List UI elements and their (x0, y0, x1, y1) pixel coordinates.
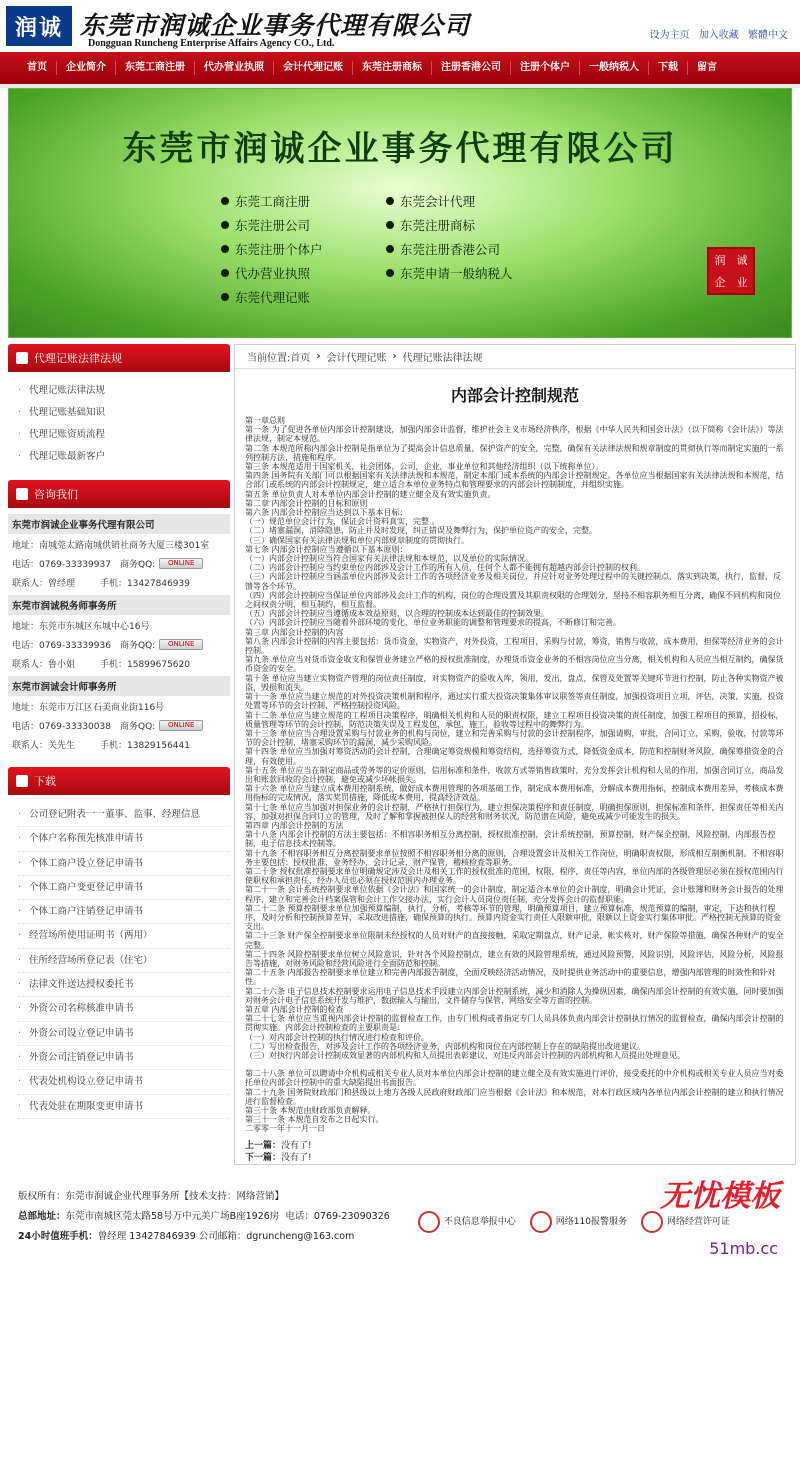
police-icon (530, 1211, 552, 1233)
article-paragraph: 第四章 内部会计控制的方法 (245, 820, 344, 830)
breadcrumb-bookkeeping[interactable]: 会计代理记账 (326, 353, 387, 364)
org-address: 地址：东莞市东城区东城中心16号 (12, 622, 150, 632)
org-phone-row: 电话：0769-33339937 商务QQ: ONLINE (8, 553, 230, 572)
article-paragraph: 第六条 内部会计控制应当达到以下基本目标： (245, 508, 408, 518)
banner-service-list (221, 191, 581, 306)
org-address: 地址：东莞市万江区石美商业街116号 (12, 703, 165, 713)
download-item[interactable]: · 公司登记附表一一董事、监事、经理信息 (18, 803, 230, 827)
download-item[interactable]: · 个体户名称预先核准申请书 (18, 827, 230, 851)
bullet-icon (386, 221, 394, 229)
license-icon (641, 1211, 663, 1233)
article-paragraph: 第二十六条 电子信息技术控制要求运用电子信息技术手段建立内部会计控制系统，减少和消除人为操纵因素，确保内部会计控制的有效实施，同时要加强对财务会计电子信息系统开发与维护，数据输入与输出，文件储存与保管，网络安全等方面的控制。 (245, 986, 784, 1005)
article-paragraph: 第二十一条 会计系统控制要求单位依据《会计法》和国家统一的会计制度，制定适合本单位的会计制度，明确会计凭证，会计账簿和财务会计报告的处理程序，建立和完善会计档案保管和会计工作交接办法，实行会计人员岗位责任制，充分发挥会计的监督职能。 (245, 885, 784, 904)
article-paragraph: 第五条 单位负责人对本单位内部会计控制的建立健全及有效实施负责。 (245, 489, 496, 499)
site-footer (0, 1178, 800, 1287)
qq-online-button[interactable]: ONLINE (159, 639, 203, 650)
org-phone-row: 电话：0769-33339936 商务QQ: ONLINE (8, 634, 230, 653)
article-paragraph: 第九条 单位应当对货币资金收支和保管业务建立严格的授权批准制度，办理货币资金业务的不相容岗位应当分离，相关机构和人员应当相互制约，确保货币资金的安全。 (245, 655, 784, 674)
add-favorite-link[interactable]: 加入收藏 (698, 30, 739, 41)
bullet-icon (221, 245, 229, 253)
download-item[interactable]: · 经营场所使用证明书（两用） (18, 924, 230, 948)
article-paragraph: （一）内部会计控制应当符合国家有关法律法规和本规范，以及单位的实际情况。 (245, 554, 533, 564)
watermark-url: 51mb.cc (709, 1238, 778, 1258)
article-paragraph: （一）规范单位会计行为，保证会计资料真实，完整 。 (245, 517, 440, 527)
org-name: 东莞市润诚会计师事务所 (8, 676, 230, 696)
article-paragraph: （二）堵塞漏洞，消除隐患，防止并及时发现，纠正错误及舞弊行为，保护单位资产的安全，完整。 (245, 526, 597, 536)
article-paragraph: 第二十二条 预算控制要求单位加强预算编制，执行，分析，考核等环节的管理，明确预算项目，建立预算标准，规范预算的编制，审定，下达和执行程序，及时分析和控制预算差异，采取改进措施，确保预算的执行。预算内资金实行责任人限额审批，限额以上资金实行集体审批。严格控制无预算的资金支出。 (245, 903, 781, 932)
breadcrumb-home[interactable]: 首页 (290, 353, 311, 364)
article-nav (235, 1134, 795, 1164)
article-panel (234, 344, 796, 1165)
article-paragraph: （三）确保国家有关法律法规和单位内部规章制度的贯彻执行。 (245, 535, 469, 545)
article-paragraph: 第十七条 单位应当加强对担保业务的会计控制，严格执行担保行为，建立担保决策程序和责任制度，明确担保原则，担保标准和条件，担保责任等相关内容，加强对担保合同订立的管理，及时了解和掌握被担保人的经营和财务状况，防范潜在风险，避免或减少可能发生的损失。 (245, 802, 784, 821)
report-icon (418, 1211, 440, 1233)
article-paragraph: 第八条 内部会计控制的内容主要包括：货币资金，实物资产，对外投资，工程项目，采购与付款，筹资，销售与收款，成本费用，担保等经济业务的会计控制。 (245, 636, 784, 656)
article-paragraph: 第三章 内部会计控制的内容 (245, 627, 344, 637)
article-paragraph: 第三十条 本规范由财政部负责解释。 (245, 1106, 376, 1116)
bullet-icon (221, 221, 229, 229)
footer-address: 总部地址：东莞市南城区莞太路58号万中元美广场B座1926房 电话：0769-23090326 (18, 1210, 390, 1222)
article-paragraph: 第三十一条 本规范自发布之日起实行。 (245, 1115, 384, 1125)
nav-business-license[interactable]: 代办营业执照 (195, 61, 274, 75)
set-homepage-link[interactable]: 设为主页 (649, 30, 690, 41)
banner-service-item: 东莞注册商标 (386, 215, 551, 234)
paragraph-gap (245, 1060, 785, 1069)
category-box-header: 代理记账法律法规 (8, 344, 230, 372)
report-center-badge[interactable]: 不良信息举报中心 (418, 1211, 516, 1233)
sidebar-item-process[interactable]: · 代理记账资质流程 (18, 424, 230, 446)
download-icon (16, 775, 28, 787)
nav-message[interactable]: 留言 (697, 62, 717, 73)
article-body (235, 416, 795, 1134)
logo-chinese-name: 东莞市润诚企业事务代理有限公司 (80, 11, 471, 40)
sidebar-item-laws[interactable]: · 代理记账法律法规 (18, 380, 230, 402)
article-paragraph: （二）写出检查报告，对涉及会计工作的各项经济业务，内部机构和岗位在内部控制上存在的缺陷提出改进建议。 (245, 1041, 645, 1051)
download-item[interactable]: · 代表处驻在期限变更申请书 (18, 1095, 230, 1119)
bullet-icon (386, 245, 394, 253)
article-paragraph: 第十九条 不相容职务相互分离控制要求单位按照不相容职务相分离的原则，合理设置会计及相关工作岗位，明确职责权限，形成相互制衡机制。不相容职务主要包括：授权批准，业务经办，会计记录，财产保管，稽核检查等职务。 (245, 848, 784, 867)
download-item[interactable]: · 住所经营场所登记表（住宅） (18, 949, 230, 973)
article-paragraph: 第二十八条 单位可以聘请中介机构或相关专业人员对本单位内部会计控制的建立健全及有效实施进行评价，接受委托的中介机构或相关专业人员应当对委托单位内部会计控制中的重大缺陷提出书面报告。 (245, 1069, 784, 1088)
sidebar (8, 344, 230, 1165)
article-paragraph: 第二十四条 风险控制要求单位树立风险意识，针对各个风险控制点，建立有效的风险管理系统，通过风险预警，风险识别，风险评估，风险分析，风险报告等措施，对财务风险和经营风险进行全面防范和控制。 (245, 949, 784, 968)
nav-business-registration[interactable]: 东莞工商注册 (116, 61, 195, 75)
banner-service-item: 代办营业执照 (221, 263, 386, 282)
hero-banner (8, 88, 792, 338)
article-paragraph: 第二章 内部会计控制的目标和原则 (245, 498, 368, 508)
bullet-icon (386, 197, 394, 205)
org-contact-row: 联系人：鲁小姐 手机：15899675620 (12, 660, 190, 670)
footer-copyright: 版权所有：东莞市润诚企业代理事务所【技术支持：网络营销】 (18, 1190, 285, 1202)
site-header (0, 0, 800, 52)
article-paragraph: 第二条 本规范所称内部会计控制是指单位为了提高会计信息质量，保护资产的安全，完整，确保有关法律法规和规章制度的贯彻执行等而制定实施的一系列控制方法，措施和程序。 (245, 443, 784, 462)
watermark-logo: 无忧模板 (660, 1178, 780, 1214)
banner-service-item: 东莞工商注册 (221, 191, 386, 210)
logo-mark[interactable]: 润诚 (6, 6, 72, 46)
bullet-icon (221, 269, 229, 277)
footer-hotline: 24小时值班手机：曾经理 13427846939 公司邮箱：dgruncheng@163.com (18, 1230, 355, 1242)
org-phone-row: 电话：0769-33330038 商务QQ: ONLINE (8, 715, 230, 734)
article-paragraph: 第十三条 单位应当合理设置采购与付款业务的机构与岗位，建立和完善采购与付款的会计控制程序，加强请购，审批，合同订立，采购，验收，付款等环节的会计控制，堵塞采购环节的漏洞，减少采购风险。 (245, 728, 784, 748)
article-paragraph: （三）对执行内部会计控制成效显著的内部机构和人员提出表彰建议，对违反内部会计控制的内部机构和人员提出处理意见。 (245, 1051, 685, 1061)
logo-english-name: Dongguan Runcheng Enterprise Affairs Agency CO., Ltd. (88, 38, 335, 49)
org-address: 地址：南城莞太路南城供销社商务大厦三楼301室 (12, 541, 210, 551)
org-name: 东莞市润诚企业事务代理有限公司 (8, 514, 230, 534)
article-paragraph: （五）内部会计控制应当遵循成本效益原则，以合理的控制成本达到最佳的控制效果。 (245, 609, 549, 619)
next-article[interactable]: 下一篇：没有了! (245, 1152, 312, 1163)
banner-service-item: 东莞代理记账 (221, 287, 386, 306)
banner-service-item: 东莞会计代理 (386, 191, 551, 210)
banner-service-item: 东莞申请一般纳税人 (386, 263, 551, 282)
download-item[interactable]: · 法律文件送达授权委托书 (18, 973, 230, 997)
article-paragraph: 第二十条 授权批准控制要求单位明确规定涉及会计及相关工作的授权批准的范围，权限，程序，责任等内容，单位内部的各级管理层必须在授权范围内行使职权和承担责任，经办人员也必须在授权范围内办理业务。 (245, 866, 784, 886)
article-paragraph: 第二十五条 内部报告控制要求单位建立和完善内部报告制度，全面反映经济活动情况，及时提供业务活动中的重要信息，增强内部管理的时效性和针对性。 (245, 968, 776, 987)
download-list (8, 795, 230, 1125)
download-item[interactable]: · 外资公司注销登记申请书 (18, 1046, 230, 1070)
business-license-badge[interactable]: 网络经营许可证 (641, 1211, 730, 1233)
bullet-icon (221, 293, 229, 301)
sidebar-item-clients[interactable]: · 代理记账最新客户 (18, 446, 230, 468)
article-title: 内部会计控制规范 (450, 386, 579, 405)
download-item[interactable]: · 外资公司名称核准申请书 (18, 997, 230, 1021)
article-paragraph: 第十六条 单位应当建立成本费用控制系统，做好成本费用管理的各项基础工作，制定成本费用标准，分解成本费用指标，控制成本费用差异，考核成本费用指标的完成情况，落实奖罚措施，降低成本费用，提高经济效益。 (245, 784, 784, 803)
article-paragraph: 第二十三条 财产保全控制要求单位限制未经授权的人员对财产的直接接触，采取定期盘点，财产记录，帐实核对，财产保险等措施，确保各种财产的安全完整。 (245, 931, 784, 950)
nav-home[interactable]: 首页 (18, 61, 57, 75)
banner-service-item: 东莞注册个体户 (221, 239, 386, 258)
breadcrumb: 当前位置: 首页 › 会计代理记账 › 代理记账法律法规 (235, 345, 795, 369)
download-item[interactable]: · 代表处机构设立登记申请书 (18, 1070, 230, 1094)
category-list (8, 372, 230, 474)
main-nav (0, 52, 800, 88)
org-contact-row: 联系人：关先生 手机：13829156441 (12, 741, 190, 751)
article-paragraph: 第十五条 单位应当在制定商品或劳务等的定价原则，信用标准和条件，收款方式等销售政策时，充分发挥会计机构和人员的作用，加强合同订立，商品发出和账款回收的会计控制，避免或减少坏帐损失。 (245, 765, 784, 784)
banner-service-item: 东莞注册香港公司 (386, 239, 551, 258)
download-box-header: 下载 (8, 767, 230, 795)
breadcrumb-laws[interactable]: 代理记账法律法规 (402, 353, 483, 364)
article-paragraph: 第三条 本规范适用于国家机关，社会团体，公司，企业，事业单位和其他经济组织（以下统称单位）。 (245, 462, 604, 472)
article-paragraph: 第十二条 单位应当建立规范的工程项目决策程序，明确相关机构和人员的职责权限，建立工程项目投资决策的责任制度，加强工程项目的预算，招投标，质量管理等环节的会计控制，防范决策失误及工程发包，承包，施工，验收等过程中的舞弊行为。 (245, 710, 784, 729)
article-paragraph: 第二十九条 国务院财政部门和县级以上地方各级人民政府财政部门应当根据《会计法》和本规范，对本行政区域内各单位内部会计控制的建立和执行情况进行监督检查。 (245, 1087, 784, 1106)
article-paragraph: 第十条 单位应当建立实物资产管理的岗位责任制度，对实物资产的验收入库，领用，发出，盘点，保管及处置等关键环节进行控制，防止各种实物资产被盗，毁损和流失。 (245, 673, 784, 692)
article-paragraph: （一）对内部会计控制的执行情况进行检查和评价。 (245, 1032, 429, 1042)
download-item[interactable]: · 个体工商户设立登记申请书 (18, 852, 230, 876)
top-links (644, 26, 788, 41)
article-paragraph: 第一章总则 (245, 416, 285, 425)
seal-stamp-icon: 润 诚 企 业 (707, 247, 755, 295)
contact-box-header: 咨询我们 (8, 480, 230, 508)
contact-list (8, 508, 230, 755)
folder-icon (16, 352, 28, 364)
sidebar-item-basics[interactable]: · 代理记账基础知识 (18, 402, 230, 424)
traditional-chinese-link[interactable]: 繁體中文 (748, 30, 788, 41)
bullet-icon (386, 269, 394, 277)
article-paragraph: （三）内部会计控制应当涵盖单位内部涉及会计工作的各项经济业务及相关岗位，并应针对业务处理过程中的关键控制点，落实到决策，执行，监督，反馈等各个环节。 (245, 572, 781, 591)
nav-hongkong-company[interactable]: 注册香港公司 (432, 61, 511, 75)
nav-general-taxpayer[interactable]: 一般纳税人 (580, 61, 649, 75)
prev-article[interactable]: 上一篇：没有了! (245, 1140, 312, 1151)
article-paragraph: 二零零一年十一月一日 (245, 1124, 325, 1134)
download-item[interactable]: · 个体工商户注销登记申请书 (18, 900, 230, 924)
qq-online-button[interactable]: ONLINE (159, 720, 203, 731)
article-paragraph: 第十四条 单位应当加强对筹资活动的会计控制，合理确定筹资规模和筹资结构，选择筹资方式，降低资金成本，防范和控制财务风险，确保筹措资金的合理，有效使用。 (245, 747, 784, 766)
nav-bookkeeping[interactable]: 会计代理记账 (274, 61, 353, 75)
nav-trademark[interactable]: 东莞注册商标 (353, 61, 432, 75)
banner-title: 东莞市润诚企业事务代理有限公司 (122, 129, 678, 169)
org-contact-row: 联系人：曾经理 手机：13427846939 (12, 579, 190, 589)
org-name: 东莞市润诚税务师事务所 (8, 595, 230, 615)
article-paragraph: （二）内部会计控制应当约束单位内部涉及会计工作的所有人员，任何个人都不能拥有超越内部会计控制的权利。 (245, 563, 645, 573)
police-110-badge[interactable]: 网络110报警服务 (530, 1211, 627, 1233)
footer-badges (418, 1211, 730, 1233)
bullet-icon (221, 197, 229, 205)
qq-online-button[interactable]: ONLINE (159, 558, 203, 569)
article-paragraph: 第十八条 内部会计控制的方法主要包括：不相容职务相互分离控制，授权批准控制，会计系统控制，预算控制，财产保全控制，风险控制，内部报告控制，电子信息技术控制等。 (245, 830, 776, 849)
article-paragraph: 第四条 国务院有关部门可以根据国家有关法律法规和本规范，制定本部门或本系统的内部会计控制规定。各单位应当根据国家有关法律法规和本规范，结合部门或系统的内部会计控制规定，建立适合本单位业务特点和管理要求的内部会计控制制度，并组织实施。 (245, 471, 784, 490)
nav-about[interactable]: 企业简介 (57, 61, 116, 75)
content-layout (0, 344, 800, 1165)
article-paragraph: 第七条 内部会计控制应当遵循以下基本原则： (245, 544, 408, 554)
article-paragraph: 第一条 为了促进各单位内部会计控制建设，加强内部会计监督，维护社会主义市场经济秩序，根据《中华人民共和国会计法》（以下简称《会计法》）等法律法规，制定本规范。 (245, 425, 784, 444)
article-paragraph: （四）内部会计控制应当保证单位内部涉及会计工作的机构，岗位的合理设置及其职责权限的合理划分，坚持不相容职务相互分离，确保不同机构和岗位之间权责分明，相互制约，相互监督。 (245, 590, 781, 610)
phone-icon (16, 488, 28, 500)
banner-service-item: 东莞注册公司 (221, 215, 386, 234)
article-paragraph: 第二十七条 单位应当重视内部会计控制的监督检查工作，由专门机构或者指定专门人员具体负责内部会计控制执行情况的监督检查，确保内部会计控制的贯彻实施。内部会计控制检查的主要职责是： (245, 1014, 784, 1033)
download-item[interactable]: · 外资公司设立登记申请书 (18, 1022, 230, 1046)
article-paragraph: 第五章 内部会计控制的检查 (245, 1005, 344, 1014)
nav-individual-business[interactable]: 注册个体户 (511, 61, 580, 75)
nav-download[interactable]: 下载 (649, 61, 688, 75)
download-item[interactable]: · 个体工商户变更登记申请书 (18, 876, 230, 900)
article-paragraph: 第十一条 单位应当建立规范的对外投资决策机制和程序，通过实行重大投资决策集体审议联签等责任制度，加强投资项目立项，评估，决策，实施，投资处置等环节的会计控制，严格控制投资风险。 (245, 692, 784, 711)
article-paragraph: （六）内部会计控制应当随着外部环境的变化，单位业务职能的调整和管理要求的提高，不断修订和完善。 (245, 618, 621, 628)
